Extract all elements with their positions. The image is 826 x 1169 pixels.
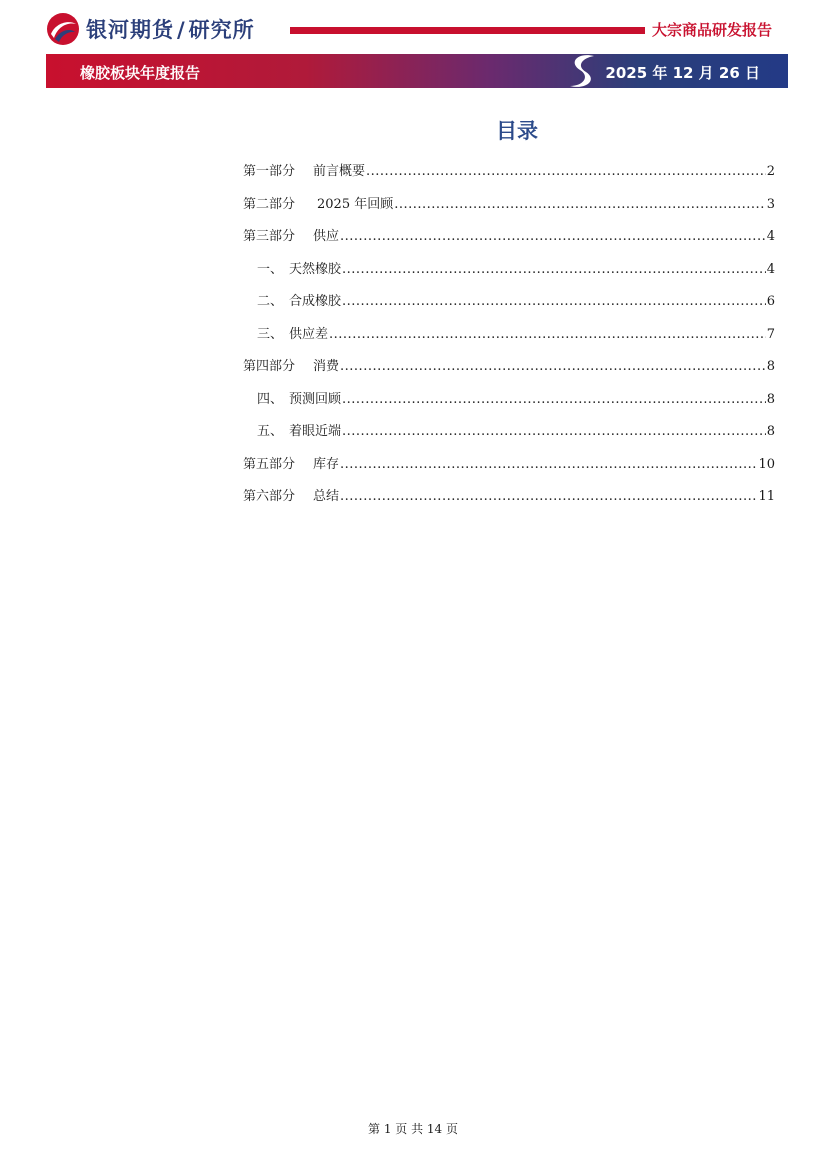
toc-leader [342,392,766,407]
table-of-contents [243,160,775,518]
toc-section: 消费 [313,359,340,374]
toc-page: 11 [758,489,775,504]
toc-leader [340,457,757,472]
toc-item[interactable] [243,258,775,291]
toc-part: 第二部分 [243,196,296,212]
toc-leader [366,164,766,179]
toc-item[interactable] [243,355,775,388]
header-red-rule [290,27,645,34]
toc-leader [340,489,757,504]
toc-title: 目录 [496,118,538,143]
toc-item[interactable] [243,453,775,486]
toc-part: 三、 [257,326,284,342]
toc-part: 第六部分 [243,489,296,504]
s-swoosh-icon [564,50,604,92]
report-date: 2025 年 12 月 26 日 [605,64,760,82]
galaxy-logo-icon [46,12,80,46]
toc-part: 第三部分 [243,229,296,244]
toc-page: 6 [766,294,775,309]
report-category: 大宗商品研发报告 [652,21,773,39]
toc-leader [340,359,766,374]
header-banner [46,54,788,88]
toc-page: 8 [766,391,775,407]
toc-part: 第一部分 [243,164,296,179]
toc-section: 供应差 [289,326,329,342]
toc-part: 第五部分 [243,456,296,472]
toc-section: 供应 [313,229,340,244]
toc-item[interactable] [243,225,775,258]
toc-part: 四、 [257,391,284,407]
toc-page: 2 [766,164,775,179]
brand-logo [46,10,296,46]
brand-slash: / [177,18,186,42]
toc-page: 4 [766,229,775,244]
toc-section: 天然橡胶 [289,261,342,277]
toc-page: 10 [758,456,775,472]
toc-page: 8 [766,359,775,374]
institute-name: 研究所 [188,18,255,42]
toc-item[interactable] [243,160,775,193]
toc-section: 总结 [313,489,340,504]
brand-name: 银河期货 [86,18,174,42]
toc-leader [342,262,766,277]
toc-leader [394,197,765,212]
toc-section: 2025 年回顾 [317,196,394,212]
toc-page: 3 [766,196,775,212]
toc-item[interactable] [243,388,775,421]
toc-leader [329,327,766,342]
toc-item[interactable] [243,193,775,226]
toc-section: 前言概要 [313,164,366,179]
toc-part: 第四部分 [243,359,296,374]
toc-part: 五、 [257,424,284,439]
toc-item[interactable] [243,290,775,323]
toc-section: 预测回顾 [289,391,342,407]
toc-leader [340,229,766,244]
toc-section: 着眼近端 [289,424,342,439]
toc-page: 8 [766,424,775,439]
toc-section: 合成橡胶 [289,294,342,309]
toc-part: 一、 [257,261,284,277]
toc-item[interactable] [243,485,775,518]
page-footer: 第 1 页 共 14 页 [368,1122,458,1136]
toc-page: 7 [766,326,775,342]
toc-part: 二、 [257,294,284,309]
toc-item[interactable] [243,323,775,356]
toc-leader [342,424,766,439]
toc-section: 库存 [313,456,340,472]
toc-page: 4 [766,261,775,277]
toc-leader [342,294,766,309]
report-title: 橡胶板块年度报告 [80,64,201,82]
toc-item[interactable] [243,420,775,453]
